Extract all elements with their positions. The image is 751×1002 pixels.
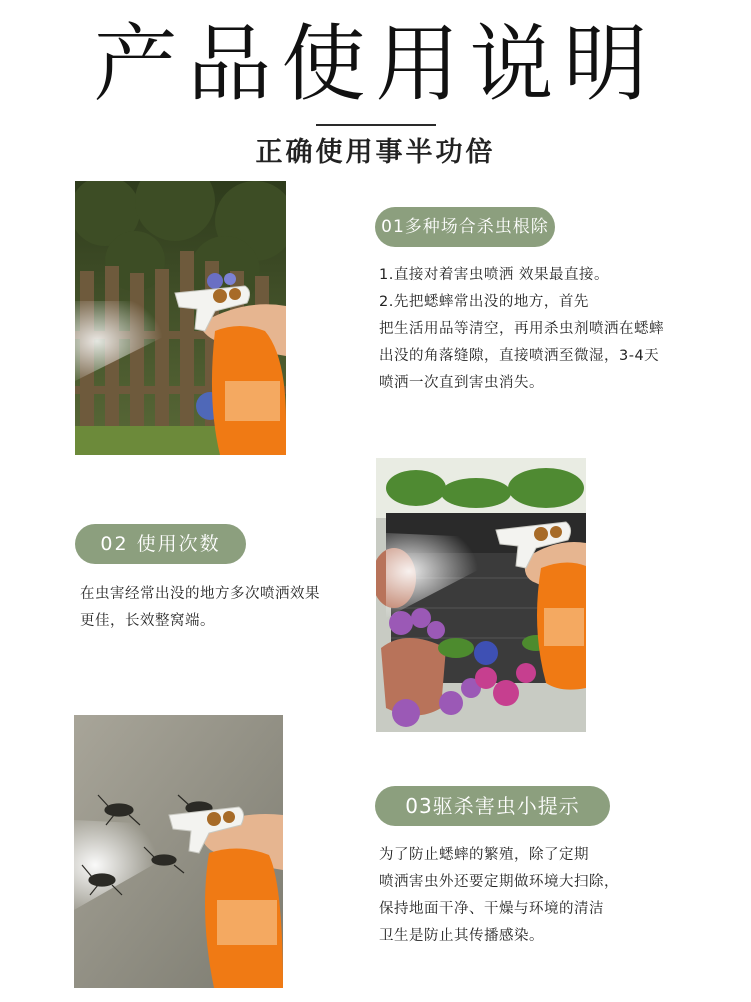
page-subtitle: 正确使用事半功倍 [255,137,496,168]
photo-garden-spraying [75,181,286,455]
section-2-text [80,581,320,635]
section-3-line: 为了防止蟋蟀的繁殖，除了定期 [379,847,589,863]
section-1-line: 2.先把蟋蟀常出没的地方，首先 [379,294,589,310]
section-3-line: 喷洒害虫外还要定期做环境大扫除， [379,874,619,890]
photo-cricket-spraying [74,715,283,988]
section-1-text [379,262,664,397]
section-2-line: 在虫害经常出没的地方多次喷洒效果 [80,586,320,602]
section-3-text [379,842,619,950]
section-2-line: 更佳，长效整窝端。 [80,613,215,629]
section-1-line: 把生活用品等清空，再用杀虫剂喷洒在蟋蟀 [379,321,664,337]
page-title: 产品使用说明 [93,15,658,113]
section-2-badge: 02 使用次数 [75,524,246,564]
photo-flowerpot-spraying [376,458,586,732]
section-1-line: 1.直接对着害虫喷洒 效果最直接。 [379,267,609,283]
section-1-line: 出没的角落缝隙，直接喷洒至微湿，3-4天 [379,348,660,364]
section-1-badge: 01多种场合杀虫根除 [375,207,555,247]
section-3-line: 卫生是防止其传播感染。 [379,928,544,944]
section-1-line: 喷洒一次直到害虫消失。 [379,375,544,391]
section-3-line: 保持地面干净、干燥与环境的清洁 [379,901,604,917]
title-divider [316,124,436,126]
section-3-badge: 03驱杀害虫小提示 [375,786,610,826]
